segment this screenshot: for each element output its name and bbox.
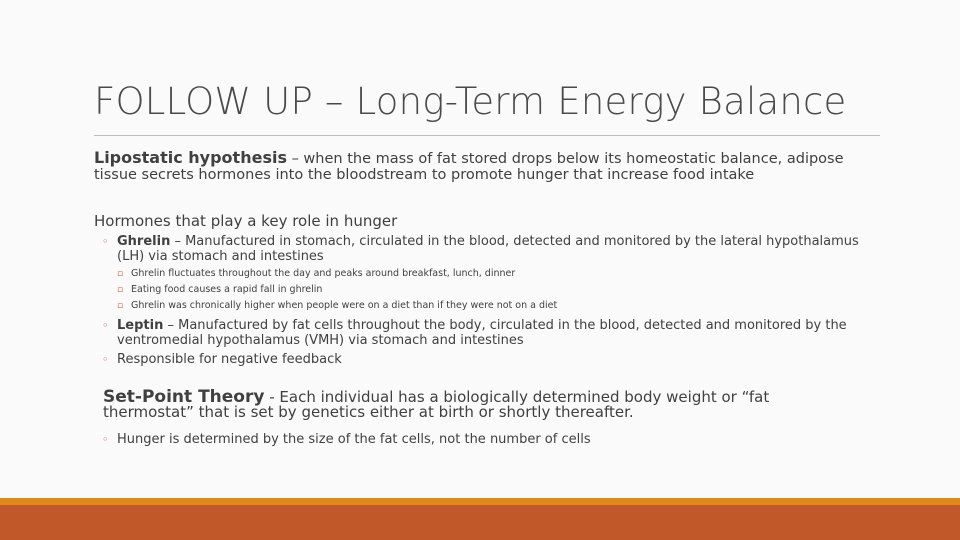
ghrelin-subpoint xyxy=(117,300,857,312)
ghrelin-subpoint xyxy=(117,284,857,296)
ghrelin-subpoint-text: Ghrelin fluctuates throughout the day and peaks around breakfast, lunch, dinner xyxy=(131,268,516,279)
feedback-text: Responsible for negative feedback xyxy=(117,352,342,367)
sub-bullet-icon: ▫ xyxy=(117,301,124,311)
ghrelin-subpoint-text: Ghrelin was chronically higher when people were on a diet than if they were not on a diet xyxy=(131,300,558,311)
leptin-term: Leptin xyxy=(117,318,164,333)
leptin-text: – Manufactured by fat cells throughout the body, circulated in the blood, detected and monitored by the ventromedial hypothalamus (VMH) via stomach and intestines xyxy=(117,318,847,348)
title-divider xyxy=(94,135,880,136)
ghrelin-text: – Manufactured in stomach, circulated in the blood, detected and monitored by the lateral hypothalamus (LH) via stomach and intestines xyxy=(117,234,859,264)
slide-title: FOLLOW UP – Long-Term Energy Balance xyxy=(94,80,847,123)
setpoint-term: Set-Point Theory xyxy=(103,387,265,407)
feedback-item xyxy=(102,352,862,367)
bullet-icon: ◦ xyxy=(102,353,109,366)
bullet-icon: ◦ xyxy=(102,319,109,332)
footer-accent-stripe xyxy=(0,498,960,505)
footer-band xyxy=(0,505,960,540)
hunger-item xyxy=(102,432,862,447)
ghrelin-subpoint-text: Eating food causes a rapid fall in ghrelin xyxy=(131,284,323,295)
bullet-icon: ◦ xyxy=(102,235,109,248)
lipostatic-term: Lipostatic hypothesis xyxy=(94,148,287,167)
lipostatic-paragraph xyxy=(94,150,874,183)
sub-bullet-icon: ▫ xyxy=(117,285,124,295)
setpoint-text: - Each individual has a biologically determined body weight or “fat thermostat” that is set by genetics either at birth or shortly thereafter. xyxy=(103,388,770,421)
hormones-heading: Hormones that play a key role in hunger xyxy=(94,212,398,230)
setpoint-paragraph xyxy=(103,387,863,421)
hunger-text: Hunger is determined by the size of the fat cells, not the number of cells xyxy=(117,432,591,447)
sub-bullet-icon: ▫ xyxy=(117,269,124,279)
leptin-item xyxy=(102,318,862,348)
lipostatic-text: – when the mass of fat stored drops below its homeostatic balance, adipose tissue secrets hormones into the bloodstream to promote hunger that increase food intake xyxy=(94,151,844,183)
ghrelin-subpoint xyxy=(117,268,857,280)
ghrelin-term: Ghrelin xyxy=(117,234,171,249)
ghrelin-item xyxy=(102,234,862,264)
bullet-icon: ◦ xyxy=(102,433,109,446)
